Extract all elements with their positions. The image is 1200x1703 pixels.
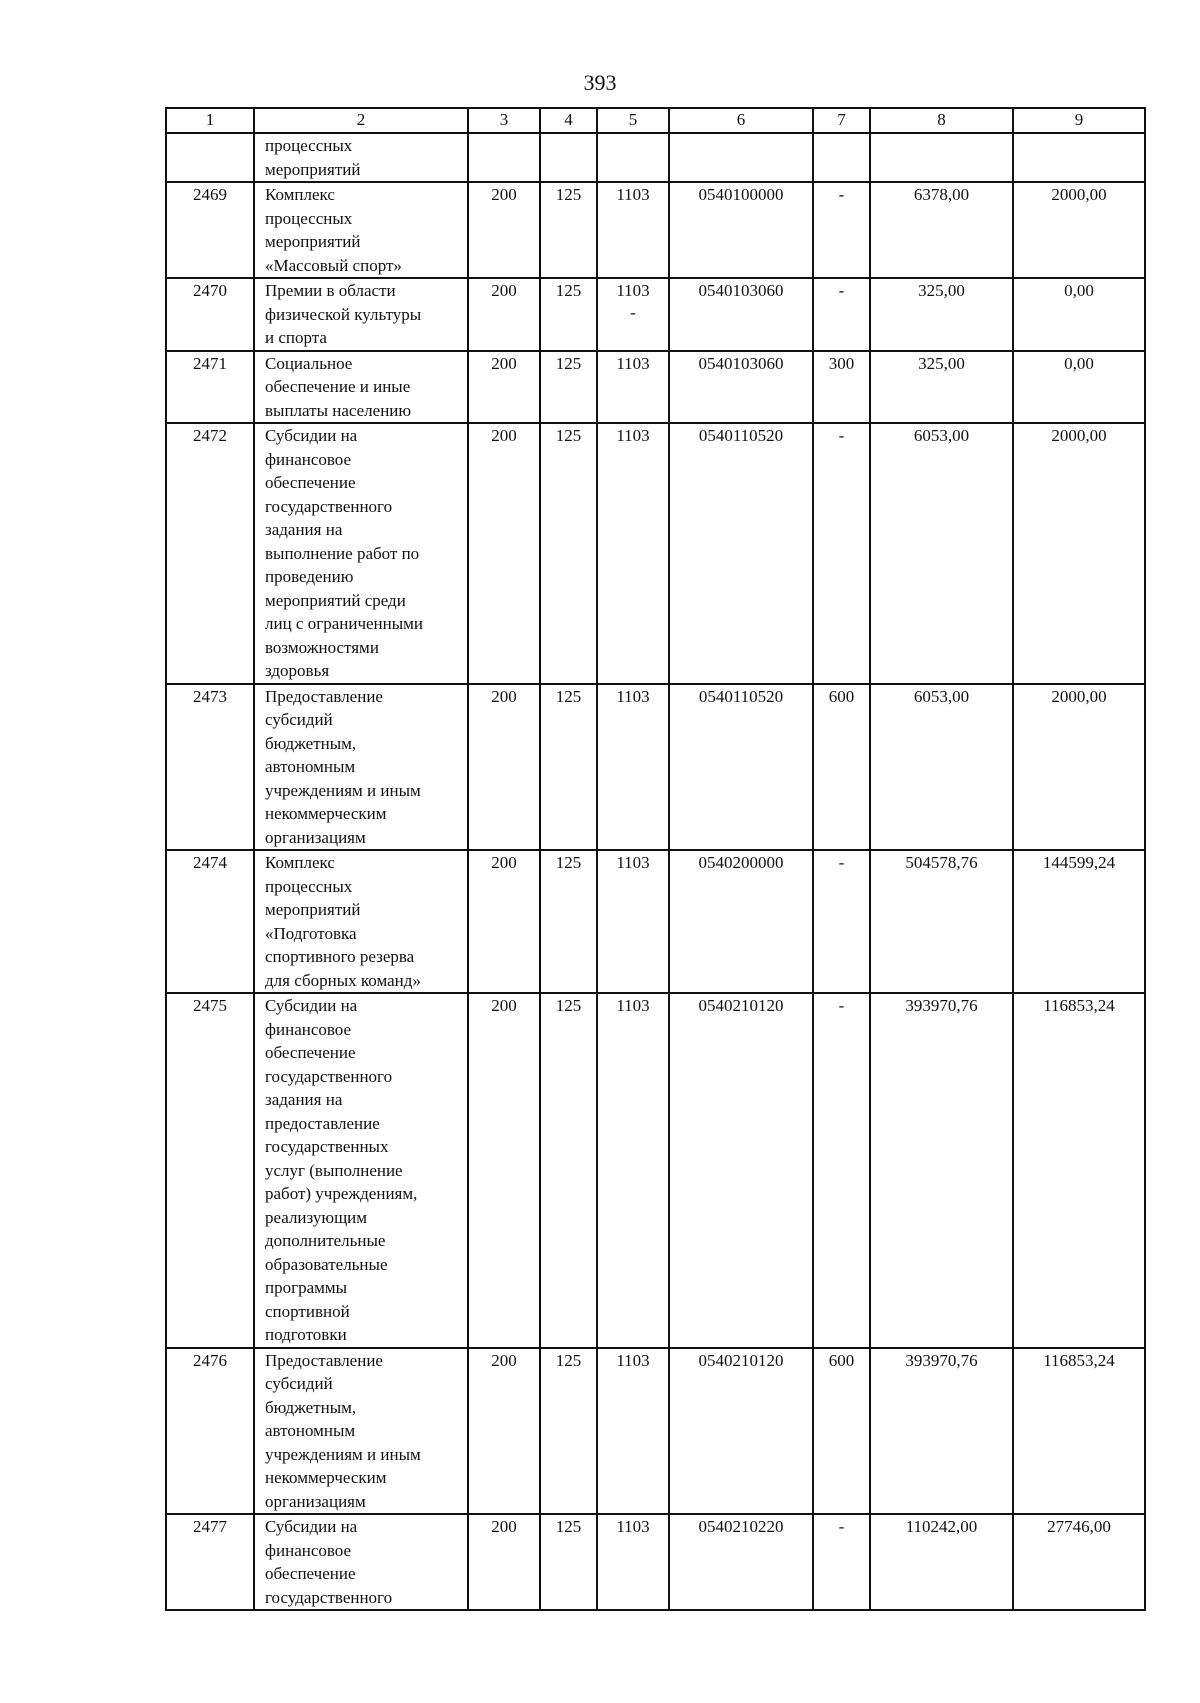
code-4-cell: 125 <box>540 278 597 351</box>
item-name-cell: Социальное обеспечение и иные выплаты населению <box>254 351 468 424</box>
amount-cell <box>870 133 1013 182</box>
item-name-cell: Комплекс процессных мероприятий «Массовый спорт» <box>254 182 468 278</box>
row-number-cell: 2471 <box>166 351 254 424</box>
row-number-cell: 2470 <box>166 278 254 351</box>
code-4-cell <box>540 133 597 182</box>
row-number-cell: 2472 <box>166 423 254 684</box>
amount-cell: 2000,00 <box>1013 182 1145 278</box>
section-code-value: 1103 <box>616 281 650 300</box>
header-cell-7: 7 <box>813 108 870 133</box>
section-code-cell: 1103 <box>597 684 669 851</box>
section-code-cell: 1103 <box>597 423 669 684</box>
section-code-cell: 1103 <box>597 1514 669 1610</box>
header-cell-9: 9 <box>1013 108 1145 133</box>
expense-type-cell: - <box>813 850 870 993</box>
row-number-cell: 2476 <box>166 1348 254 1515</box>
target-article-cell: 0540210120 <box>669 993 813 1348</box>
table-row <box>166 423 1145 684</box>
section-code-cell: 1103 <box>597 993 669 1348</box>
target-article-cell <box>669 133 813 182</box>
code-3-cell: 200 <box>468 850 540 993</box>
code-4-cell: 125 <box>540 850 597 993</box>
expense-type-cell: - <box>813 1514 870 1610</box>
code-3-cell <box>468 133 540 182</box>
header-cell-8: 8 <box>870 108 1013 133</box>
section-code-cell <box>597 278 669 351</box>
item-name-cell: Субсидии на финансовое обеспечение государственного задания на предоставление государственных услуг (выполнение работ) учреждениям, реализующим дополнительные образовательные программы спортивной подготовки <box>254 993 468 1348</box>
amount-cell: 2000,00 <box>1013 423 1145 684</box>
stray-mark: - <box>630 302 636 322</box>
target-article-cell: 0540200000 <box>669 850 813 993</box>
item-name-cell: Комплекс процессных мероприятий «Подготовка спортивного резерва для сборных команд» <box>254 850 468 993</box>
expense-type-cell <box>813 133 870 182</box>
item-name-cell: Субсидии на финансовое обеспечение государственного задания на выполнение работ по проведению мероприятий среди лиц с ограниченными возможностями здоровья <box>254 423 468 684</box>
code-4-cell: 125 <box>540 684 597 851</box>
code-4-cell: 125 <box>540 1348 597 1515</box>
row-number-cell: 2477 <box>166 1514 254 1610</box>
amount-cell: 144599,24 <box>1013 850 1145 993</box>
amount-cell: 393970,76 <box>870 993 1013 1348</box>
item-name-cell: Предоставление субсидий бюджетным, автономным учреждениям и иным некоммерческим организациям <box>254 684 468 851</box>
amount-cell: 6053,00 <box>870 684 1013 851</box>
code-3-cell: 200 <box>468 423 540 684</box>
amount-cell: 116853,24 <box>1013 993 1145 1348</box>
item-name-cell: Предоставление субсидий бюджетным, автономным учреждениям и иным некоммерческим организациям <box>254 1348 468 1515</box>
section-code-cell: 1103 <box>597 182 669 278</box>
table-body <box>166 108 1145 1610</box>
table-row <box>166 278 1145 351</box>
target-article-cell: 0540103060 <box>669 351 813 424</box>
amount-cell <box>1013 133 1145 182</box>
table-row <box>166 351 1145 424</box>
code-4-cell: 125 <box>540 182 597 278</box>
target-article-cell: 0540110520 <box>669 684 813 851</box>
code-4-cell: 125 <box>540 993 597 1348</box>
expense-type-cell: 600 <box>813 1348 870 1515</box>
expense-type-cell: - <box>813 278 870 351</box>
code-4-cell: 125 <box>540 423 597 684</box>
header-cell-2: 2 <box>254 108 468 133</box>
row-number-cell: 2469 <box>166 182 254 278</box>
code-3-cell: 200 <box>468 278 540 351</box>
header-cell-6: 6 <box>669 108 813 133</box>
header-row <box>166 108 1145 133</box>
row-number-cell: 2475 <box>166 993 254 1348</box>
header-cell-1: 1 <box>166 108 254 133</box>
amount-cell: 110242,00 <box>870 1514 1013 1610</box>
code-4-cell: 125 <box>540 351 597 424</box>
code-3-cell: 200 <box>468 684 540 851</box>
item-name-cell: Субсидии на финансовое обеспечение государственного <box>254 1514 468 1610</box>
table-row <box>166 850 1145 993</box>
amount-cell: 27746,00 <box>1013 1514 1145 1610</box>
table-row <box>166 993 1145 1348</box>
amount-cell: 504578,76 <box>870 850 1013 993</box>
row-number-cell: 2474 <box>166 850 254 993</box>
table-row <box>166 182 1145 278</box>
amount-cell: 116853,24 <box>1013 1348 1145 1515</box>
expense-type-cell: - <box>813 182 870 278</box>
amount-cell: 6053,00 <box>870 423 1013 684</box>
section-code-cell: 1103 <box>597 1348 669 1515</box>
budget-table <box>165 107 1146 1611</box>
expense-type-cell: - <box>813 993 870 1348</box>
target-article-cell: 0540210120 <box>669 1348 813 1515</box>
amount-cell: 325,00 <box>870 351 1013 424</box>
table-row <box>166 684 1145 851</box>
expense-type-cell: 600 <box>813 684 870 851</box>
expense-type-cell: 300 <box>813 351 870 424</box>
amount-cell: 0,00 <box>1013 278 1145 351</box>
section-code-cell: 1103 <box>597 351 669 424</box>
expense-type-cell: - <box>813 423 870 684</box>
row-number-cell: 2473 <box>166 684 254 851</box>
table-row <box>166 133 1145 182</box>
page-number: 393 <box>583 70 617 95</box>
table-row <box>166 1514 1145 1610</box>
code-4-cell: 125 <box>540 1514 597 1610</box>
target-article-cell: 0540210220 <box>669 1514 813 1610</box>
code-3-cell: 200 <box>468 1348 540 1515</box>
item-name-cell: Премии в области физической культуры и спорта <box>254 278 468 351</box>
code-3-cell: 200 <box>468 1514 540 1610</box>
code-3-cell: 200 <box>468 993 540 1348</box>
amount-cell: 2000,00 <box>1013 684 1145 851</box>
amount-cell: 6378,00 <box>870 182 1013 278</box>
header-cell-3: 3 <box>468 108 540 133</box>
target-article-cell: 0540103060 <box>669 278 813 351</box>
header-cell-5: 5 <box>597 108 669 133</box>
target-article-cell: 0540100000 <box>669 182 813 278</box>
code-3-cell: 200 <box>468 351 540 424</box>
row-number-cell <box>166 133 254 182</box>
target-article-cell: 0540110520 <box>669 423 813 684</box>
amount-cell: 393970,76 <box>870 1348 1013 1515</box>
code-3-cell: 200 <box>468 182 540 278</box>
section-code-cell <box>597 133 669 182</box>
item-name-cell: процессных мероприятий <box>254 133 468 182</box>
amount-cell: 0,00 <box>1013 351 1145 424</box>
amount-cell: 325,00 <box>870 278 1013 351</box>
table-row <box>166 1348 1145 1515</box>
header-cell-4: 4 <box>540 108 597 133</box>
section-code-cell: 1103 <box>597 850 669 993</box>
